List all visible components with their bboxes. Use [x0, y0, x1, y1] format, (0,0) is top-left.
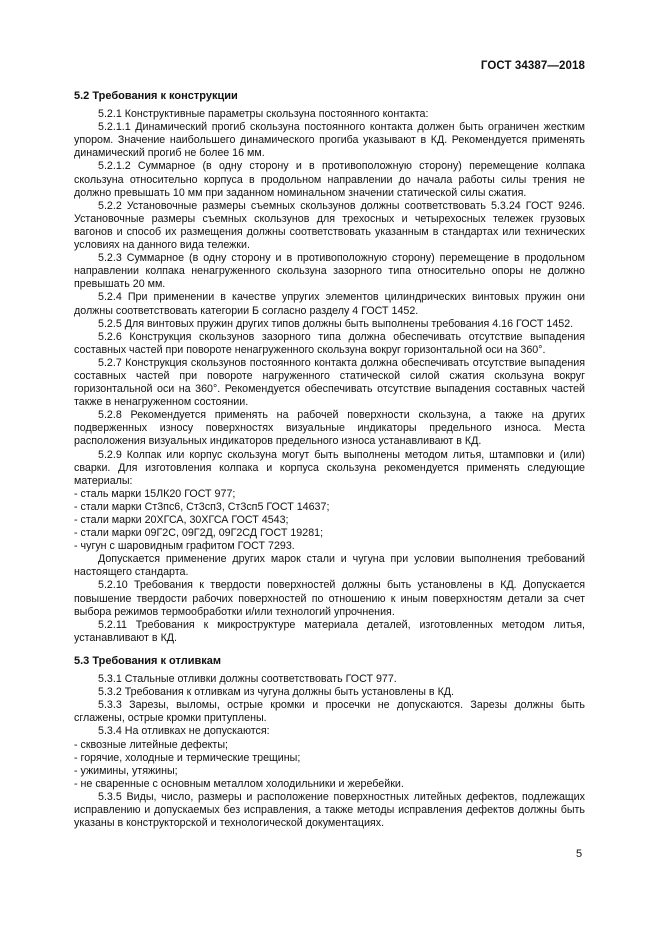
material-list-item: - стали марки Ст3пс6, Ст3сп3, Ст3сп5 ГОСТ 14637;: [74, 500, 330, 513]
material-list-item: - чугун с шаровидным графитом ГОСТ 7293.: [74, 540, 295, 553]
paragraph: 5.3.2 Требования к отливкам из чугуна должны быть установлены в КД.: [98, 686, 455, 699]
material-list-item: - стали марки 20ХГСА, 30ХГСА ГОСТ 4543;: [74, 514, 289, 526]
defect-list-item: - горячие, холодные и термические трещины;: [74, 751, 301, 764]
paragraph: 5.2.11 Требования к микроструктуре материала деталей, изготовленных методом литья, устанавливают в КД.: [74, 618, 585, 644]
paragraph: 5.2.9 Колпак или корпус скользуна могут быть выполнены методом литья, штамповки и (или) сварки. Для изготовления колпака и корпуса скользуна рекомендуется применять следующие материалы:: [74, 448, 585, 487]
paragraph: 5.2.7 Конструкция скользунов постоянного контакта должна обеспечивать отсутствие выпадения составных частей при повороте нагруженного статической силой сжатия скользуна вокруг горизонтальной оси на 360°. Рекомендуется обеспечивать отсутствие выпадения составных частей также в ненагруженном состоянии.: [74, 356, 585, 409]
paragraph: 5.2.1.1 Динамический прогиб скользуна постоянного контакта должен быть ограничен жестким упором. Значение наибольшего динамического прогиба указывают в КД. Рекомендуется применять динамический прогиб не более 16 мм.: [74, 121, 585, 160]
paragraph: 5.2.5 Для винтовых пружин других типов должны быть выполнены требования 4.16 ГОСТ 1452.: [98, 317, 574, 330]
paragraph: 5.3.3 Зарезы, выломы, острые кромки и просечки не допускаются. Зарезы должны быть сглажены, острые кромки притуплены.: [74, 699, 585, 725]
paragraph: 5.2.3 Суммарное (в одну сторону и в противоположную сторону) перемещение в продольном направлении колпака ненагруженного скользуна зазорного типа относительно опоры не должно превышать 20 мм.: [74, 252, 585, 291]
paragraph: 5.2.4 При применении в качестве упругих элементов цилиндрических винтовых пружин они должны соответствовать категории Б согласно разделу 4 ГОСТ 1452.: [74, 291, 585, 317]
section-heading-5-2: 5.2 Требования к конструкции: [74, 90, 238, 102]
paragraph: Допускается применение других марок стали и чугуна при условии выполнения требований настоящего стандарта.: [74, 553, 585, 579]
paragraph: 5.2.6 Конструкция скользунов зазорного типа должна обеспечивать отсутствие выпадения составных частей при повороте ненагруженного скользуна вокруг горизонтальной оси на 360°.: [74, 330, 585, 356]
material-list-item: - сталь марки 15ЛК20 ГОСТ 977;: [74, 487, 236, 500]
page-body: [74, 90, 585, 830]
material-list-item: - стали марки 09Г2С, 09Г2Д, 09Г2СД ГОСТ 19281;: [74, 527, 324, 540]
paragraph: 5.2.10 Требования к твердости поверхностей должны быть установлены в КД. Допускается повышение твердости рабочих поверхностей по отношению к иным поверхностям детали за счет выбора режимов термообработки и/или технологий упрочнения.: [74, 579, 585, 618]
section-heading-5-3: 5.3 Требования к отливкам: [74, 654, 221, 667]
defect-list-item: - сквозные литейные дефекты;: [74, 738, 228, 751]
defect-list-item: - не сваренные с основным металлом холодильники и жеребейки.: [74, 777, 404, 790]
paragraph: 5.2.2 Установочные размеры съемных скользунов должны соответствовать 5.3.24 ГОСТ 9246. Установочные размеры съемных скользунов для трехосных и четырехосных тележек грузовых вагонов и способ их размещения должны соответствовать указанным в стандартах или технических условиях на данного вида тележки.: [74, 199, 585, 252]
paragraph: 5.3.4 На отливках не допускаются:: [98, 725, 270, 738]
page-number: 5: [576, 848, 583, 860]
paragraph: 5.2.1.2 Суммарное (в одну сторону и в противоположную сторону) перемещение колпака скользуна относительно корпуса в продольном направлении до начала работы силы трения не должно превышать 10 мм при заданном номинальном значении статической силы сжатия.: [74, 160, 585, 199]
paragraph: 5.3.1 Стальные отливки должны соответствовать ГОСТ 977.: [98, 673, 397, 686]
paragraph: 5.2.8 Рекомендуется применять на рабочей поверхности скользуна, а также на других подверженных износу поверхностях визуальные индикаторы предельного износа. Места расположения визуальных индикаторов предельного износа устанавливают в КД.: [74, 409, 585, 448]
paragraph: 5.3.5 Виды, число, размеры и расположение поверхностных литейных дефектов, подлежащих исправлению и допускаемых без исправления, а также методы исправления дефектов должны быть указаны в конструкторской и технологической документациях.: [74, 790, 585, 830]
paragraph: 5.2.1 Конструктивные параметры скользуна постоянного контакта:: [98, 108, 429, 121]
defect-list-item: - ужимины, утяжины;: [74, 764, 178, 777]
document-code: ГОСТ 34387—2018: [480, 60, 585, 72]
